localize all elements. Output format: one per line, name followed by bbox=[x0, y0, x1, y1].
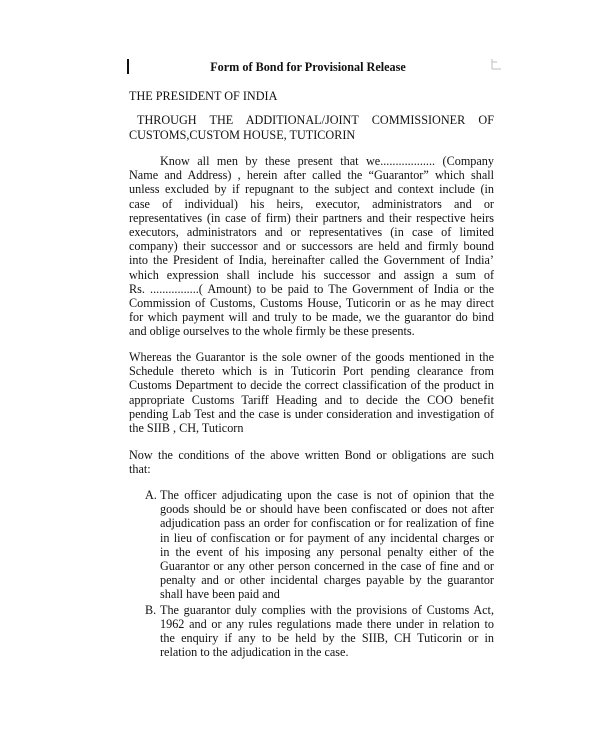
paragraph-whereas bbox=[129, 350, 494, 435]
paragraph-line: the SIIB , CH, Tuticorn bbox=[129, 421, 244, 436]
condition-line: the enquiry if any to be held by the SIIB, CH Tuticorin or in bbox=[160, 631, 494, 646]
condition-line: adjudication pass an order for confiscation or for realization of fine bbox=[160, 516, 494, 531]
conditions-list bbox=[145, 488, 494, 659]
condition-line: in lieu of confiscation or for payment of any incidental charges or bbox=[160, 530, 494, 545]
paragraph-line: Whereas the Guarantor is the sole owner of the goods mentioned in the bbox=[129, 350, 494, 364]
paragraph-line: for which payment will and truly to be made, we the guarantor do bind bbox=[129, 310, 494, 325]
paragraph-line: case of individual) his heirs, executor, administrators and or bbox=[129, 196, 494, 211]
condition-line: goods should be or should have been confiscated or does not after bbox=[160, 502, 494, 517]
condition-line: penalty and or other incidental charges payable by the guarantor bbox=[160, 573, 494, 588]
paragraph-line: which expression shall include his successor and assign a sum of bbox=[129, 267, 494, 282]
through-block bbox=[137, 113, 494, 128]
condition-item bbox=[145, 488, 494, 602]
paragraph-line: unless excluded by if repugnant to the subject and context include (in bbox=[129, 182, 494, 197]
paragraph-line: into the President of India, hereinafter called the Government of India’ bbox=[129, 253, 494, 268]
paragraph-line: and oblige ourselves to the whole firmly be these presents. bbox=[129, 324, 415, 339]
paragraph-line: representatives (in case of firm) their partners and their respective heirs bbox=[129, 210, 494, 225]
addressee: THE PRESIDENT OF INDIA bbox=[129, 89, 278, 103]
paragraph-line: company) their successor and or successors are held and firmly bound bbox=[129, 239, 494, 254]
condition-line: shall have been paid and bbox=[160, 587, 280, 602]
condition-item bbox=[145, 603, 494, 660]
paragraph-conditions-intro bbox=[129, 448, 494, 476]
paragraph-line: that: bbox=[129, 462, 151, 477]
condition-line: relation to the adjudication in the case. bbox=[160, 645, 349, 660]
condition-marker: B. bbox=[145, 602, 157, 617]
paragraph-line: Name and Address) , herein after called the “Guarantor” which shall bbox=[129, 168, 494, 183]
condition-line: in the event of his imposing any personal penalty either of the bbox=[160, 544, 494, 559]
corner-mark-icon bbox=[491, 58, 502, 70]
condition-line: The officer adjudicating upon the case is not of opinion that the bbox=[160, 488, 494, 502]
paragraph-line: Customs Department to decide the correct classification of the product in bbox=[129, 378, 494, 393]
through-line: CUSTOMS,CUSTOM HOUSE, TUTICORIN bbox=[129, 128, 356, 142]
condition-line: Guarantor or any other person concerned in the case of fine and or bbox=[160, 559, 494, 574]
through-line: THROUGH THE ADDITIONAL/JOINT COMMISSIONER OF bbox=[137, 113, 494, 127]
condition-line: The guarantor duly complies with the provisions of Customs Act, bbox=[160, 602, 494, 617]
paragraph-line: Know all men by these present that we.................. (Company bbox=[160, 154, 494, 168]
condition-marker: A. bbox=[145, 488, 157, 502]
paragraph-line: pending Lab Test and the case is under consideration and investigation of bbox=[129, 406, 494, 421]
paragraph-line: Schedule thereto which is in Tuticorin Port pending clearance from bbox=[129, 364, 494, 379]
text-cursor-mark bbox=[127, 59, 129, 74]
paragraph-line: Commission of Customs, Customs House, Tuticorin or as he may direct bbox=[129, 296, 494, 311]
paragraph-line: appropriate Customs Tariff Heading and to decide the COO benefit bbox=[129, 392, 494, 407]
paragraph-line: Rs. ................( Amount) to be paid to The Government of India or the bbox=[129, 281, 494, 296]
paragraph-line: executors, administrators and or representatives (in case of limited bbox=[129, 225, 494, 240]
condition-line: 1962 and or any rules regulations made there under in relation to bbox=[160, 616, 494, 631]
paragraph-bond-terms bbox=[129, 154, 494, 339]
paragraph-line: Now the conditions of the above written Bond or obligations are such bbox=[129, 448, 494, 462]
document-title: Form of Bond for Provisional Release bbox=[210, 60, 406, 74]
